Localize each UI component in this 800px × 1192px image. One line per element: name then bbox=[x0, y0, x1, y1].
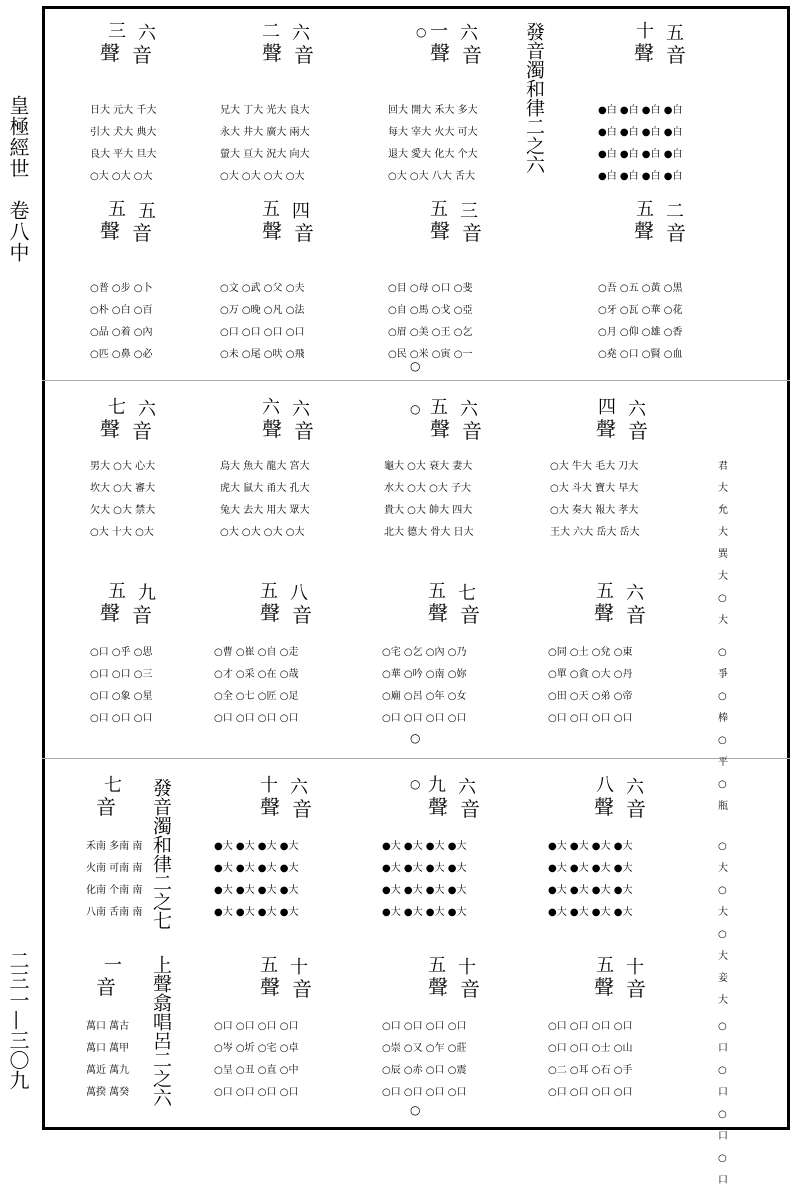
header-label: 音 bbox=[294, 419, 314, 443]
table-row: 禾南 多南 南 bbox=[86, 841, 143, 852]
circle-mark: ○ bbox=[410, 777, 421, 791]
table-row: 兄大 丁大 光大 良大 bbox=[220, 105, 310, 116]
table-row: ●白 ●白 ●白 ●白 bbox=[598, 127, 683, 138]
list-item: ○瓶 bbox=[718, 779, 728, 812]
table-row: ○大 ○大 ○大 ○大 bbox=[220, 527, 305, 538]
table-row: ○大 ○大 ○大 ○大 bbox=[220, 171, 305, 182]
list-item: 妾大 bbox=[718, 973, 728, 1006]
table-row: ●大 ●大 ●大 ●大 bbox=[214, 885, 299, 896]
header-label: 聲 bbox=[100, 41, 120, 65]
table-row: ○大 ○大 八大 舌大 bbox=[388, 171, 475, 182]
header-label: 聲 bbox=[634, 41, 654, 65]
table-row: ○口 ○口 ○口 ○口 bbox=[548, 1087, 633, 1098]
header-label: 音 bbox=[132, 221, 152, 245]
circle-mark: ○ bbox=[416, 25, 427, 39]
table-row: 男大 ○大 心大 bbox=[90, 461, 156, 472]
table-row: 兔大 去大 用大 眾大 bbox=[220, 505, 310, 516]
table-row: 退大 愛大 化大 个大 bbox=[388, 149, 478, 160]
header-label: 聲 bbox=[262, 41, 282, 65]
header-label: 聲 bbox=[100, 219, 120, 243]
vertical-title: 上聲翕唱呂二之六 bbox=[150, 955, 172, 1107]
list-item: 巽大 bbox=[718, 549, 728, 582]
table-row: 北大 德大 骨大 日大 bbox=[384, 527, 474, 538]
header-label: 音 bbox=[292, 797, 312, 821]
table-row: ○口 ○乎 ○思 bbox=[90, 647, 153, 658]
header-number: 五 bbox=[260, 581, 278, 602]
header-number: 五 bbox=[108, 581, 126, 602]
page-number: 二三一—三〇九 bbox=[6, 950, 30, 1090]
header-number: 一 bbox=[430, 21, 448, 42]
table-row: ○大 牛大 毛大 刀大 bbox=[550, 461, 639, 472]
header-number: 八 bbox=[596, 775, 614, 796]
circle-mark: ○ bbox=[410, 359, 421, 373]
table-row: ○呈 ○丑 ○直 ○中 bbox=[214, 1065, 299, 1076]
header-label: 音 bbox=[292, 977, 312, 1001]
header-label: 音 bbox=[626, 797, 646, 821]
list-item: 君大 bbox=[718, 461, 728, 494]
table-row: ○品 ○着 ○內 bbox=[90, 327, 153, 338]
table-row: 王大 六大 岳大 岳大 bbox=[550, 527, 640, 538]
header-number: 八 bbox=[290, 583, 308, 604]
book-title: 皇極經世 卷八中 bbox=[6, 95, 30, 263]
header-label: 聲 bbox=[262, 417, 282, 441]
header-label: 聲 bbox=[594, 975, 614, 999]
list-item: ○大 bbox=[718, 885, 728, 918]
table-row: ●大 ●大 ●大 ●大 bbox=[548, 841, 633, 852]
header-number: 六 bbox=[292, 399, 310, 420]
table-row: ○眉 ○美 ○王 ○乞 bbox=[388, 327, 473, 338]
circle-mark: ○ bbox=[410, 731, 421, 745]
header-number: 六 bbox=[290, 777, 308, 798]
table-row: ○堯 ○口 ○賢 ○血 bbox=[598, 349, 683, 360]
table-row: ○口 ○口 ○口 ○口 bbox=[214, 713, 299, 724]
table-row: ○口 ○口 ○士 ○山 bbox=[548, 1043, 633, 1054]
table-row: ●大 ●大 ●大 ●大 bbox=[382, 841, 467, 852]
header-label: 音 bbox=[96, 795, 116, 819]
header-label: 聲 bbox=[428, 795, 448, 819]
table-row: 引大 犬大 典大 bbox=[90, 127, 157, 138]
table-row: 水大 ○大 ○大 子大 bbox=[384, 483, 471, 494]
header-number: 六 bbox=[460, 23, 478, 44]
table-row: 良大 平大 旦大 bbox=[90, 149, 157, 160]
header-number: 四 bbox=[292, 201, 310, 222]
table-row: ○文 ○武 ○父 ○夫 bbox=[220, 283, 305, 294]
header-number: 六 bbox=[460, 399, 478, 420]
header-number: 四 bbox=[598, 397, 616, 418]
table-row: ○口 ○口 ○口 bbox=[90, 713, 153, 724]
header-label: 音 bbox=[462, 43, 482, 67]
header-label: 聲 bbox=[262, 219, 282, 243]
table-row: 欠大 ○大 禁大 bbox=[90, 505, 156, 516]
table-row: ●白 ●白 ●白 ●白 bbox=[598, 171, 683, 182]
circle-mark: ○ bbox=[410, 1103, 421, 1117]
table-row: ○大 十大 ○大 bbox=[90, 527, 154, 538]
table-row: ○單 ○貪 ○大 ○丹 bbox=[548, 669, 633, 680]
header-label: 聲 bbox=[430, 219, 450, 243]
table-row: ○目 ○母 ○口 ○斐 bbox=[388, 283, 473, 294]
table-row: ○崇 ○又 ○乍 ○莊 bbox=[382, 1043, 467, 1054]
header-number: 六 bbox=[292, 23, 310, 44]
header-number: 一 bbox=[104, 955, 122, 976]
header-label: 聲 bbox=[596, 417, 616, 441]
header-number: 五 bbox=[428, 955, 446, 976]
header-label: 音 bbox=[132, 603, 152, 627]
header-number: 二 bbox=[262, 21, 280, 42]
table-row: ○牙 ○瓦 ○華 ○花 bbox=[598, 305, 683, 316]
list-item: ○大 bbox=[718, 929, 728, 962]
table-row: ○田 ○天 ○弟 ○帝 bbox=[548, 691, 633, 702]
table-row: ○全 ○七 ○匠 ○足 bbox=[214, 691, 299, 702]
list-item: ○棒 bbox=[718, 691, 728, 724]
table-row: ○民 ○米 ○寅 ○一 bbox=[388, 349, 473, 360]
table-row: ○口 ○口 ○口 ○口 bbox=[382, 1021, 467, 1032]
header-number: 五 bbox=[260, 955, 278, 976]
header-label: 聲 bbox=[594, 795, 614, 819]
table-row: 烏大 魚大 龍大 宮大 bbox=[220, 461, 310, 472]
header-number: 六 bbox=[626, 777, 644, 798]
header-number: 五 bbox=[596, 581, 614, 602]
header-label: 音 bbox=[292, 603, 312, 627]
list-item: ○大 bbox=[718, 841, 728, 874]
table-row: ○未 ○尾 ○吠 ○飛 bbox=[220, 349, 305, 360]
list-item: ○口 bbox=[718, 1153, 728, 1186]
header-label: 音 bbox=[294, 43, 314, 67]
header-label: 音 bbox=[460, 977, 480, 1001]
table-row: ●大 ●大 ●大 ●大 bbox=[214, 907, 299, 918]
header-number: 五 bbox=[138, 201, 156, 222]
header-number: 七 bbox=[458, 583, 476, 604]
header-number: 六 bbox=[628, 399, 646, 420]
table-row: ○二 ○耳 ○石 ○手 bbox=[548, 1065, 633, 1076]
list-item: ○爭 bbox=[718, 647, 728, 680]
band-separator bbox=[42, 758, 790, 759]
table-row: ○朴 ○白 ○百 bbox=[90, 305, 153, 316]
circle-mark: ○ bbox=[410, 402, 421, 416]
header-number: 十 bbox=[290, 957, 308, 978]
table-row: 萬口 萬甲 bbox=[86, 1043, 130, 1054]
header-number: 六 bbox=[138, 399, 156, 420]
table-row: 萬口 萬古 bbox=[86, 1021, 130, 1032]
table-row: 貴大 ○大 帥大 四大 bbox=[384, 505, 473, 516]
table-row: 回大 開大 禾大 多大 bbox=[388, 105, 478, 116]
header-label: 音 bbox=[132, 43, 152, 67]
table-row: 日大 元大 千大 bbox=[90, 105, 157, 116]
header-label: 聲 bbox=[100, 601, 120, 625]
list-item: ○口 bbox=[718, 1065, 728, 1098]
table-row: ○口 ○口 ○口 ○口 bbox=[382, 713, 467, 724]
table-row: ○大 奏大 報大 孝大 bbox=[550, 505, 639, 516]
header-number: 九 bbox=[428, 775, 446, 796]
band-separator bbox=[42, 380, 790, 381]
table-row: ○大 ○大 ○大 bbox=[90, 171, 153, 182]
header-number: 五 bbox=[636, 199, 654, 220]
table-row: ○月 ○仰 ○雄 ○香 bbox=[598, 327, 683, 338]
header-label: 聲 bbox=[100, 417, 120, 441]
header-number: 五 bbox=[596, 955, 614, 976]
table-row: 螢大 亘大 況大 向大 bbox=[220, 149, 310, 160]
table-row: ●白 ●白 ●白 ●白 bbox=[598, 149, 683, 160]
list-item: 允大 bbox=[718, 505, 728, 538]
table-row: ○匹 ○鼻 ○必 bbox=[90, 349, 153, 360]
header-number: 十 bbox=[626, 957, 644, 978]
table-row: 虎大 鼠大 甬大 孔大 bbox=[220, 483, 310, 494]
header-number: 五 bbox=[666, 23, 684, 44]
header-label: 音 bbox=[666, 43, 686, 67]
header-label: 聲 bbox=[260, 975, 280, 999]
table-row: ○廟 ○呂 ○年 ○女 bbox=[382, 691, 467, 702]
table-row: ○曹 ○崔 ○自 ○走 bbox=[214, 647, 299, 658]
header-number: 十 bbox=[458, 957, 476, 978]
header-number: 七 bbox=[104, 775, 122, 796]
table-row: ○口 ○口 ○三 bbox=[90, 669, 153, 680]
header-number: 七 bbox=[108, 397, 126, 418]
header-label: 音 bbox=[460, 603, 480, 627]
header-number: 六 bbox=[458, 777, 476, 798]
header-label: 音 bbox=[626, 977, 646, 1001]
table-row: ●大 ●大 ●大 ●大 bbox=[382, 885, 467, 896]
header-label: 音 bbox=[462, 419, 482, 443]
table-row: 永大 井大 廣大 兩大 bbox=[220, 127, 310, 138]
table-row: ○華 ○吟 ○南 ○妳 bbox=[382, 669, 467, 680]
table-row: ○辰 ○赤 ○口 ○震 bbox=[382, 1065, 467, 1076]
header-label: 音 bbox=[132, 419, 152, 443]
header-label: 音 bbox=[294, 221, 314, 245]
header-label: 音 bbox=[460, 797, 480, 821]
table-row: ●大 ●大 ●大 ●大 bbox=[214, 841, 299, 852]
table-row: ●白 ●白 ●白 ●白 bbox=[598, 105, 683, 116]
header-label: 聲 bbox=[428, 975, 448, 999]
header-number: 三 bbox=[460, 201, 478, 222]
table-row: ○口 ○口 ○口 ○口 bbox=[382, 1087, 467, 1098]
header-label: 聲 bbox=[430, 41, 450, 65]
table-row: ○同 ○土 ○兌 ○東 bbox=[548, 647, 633, 658]
table-row: ○岑 ○圻 ○宅 ○卓 bbox=[214, 1043, 299, 1054]
table-row: ○口 ○象 ○星 bbox=[90, 691, 153, 702]
header-number: 二 bbox=[666, 201, 684, 222]
table-row: 八南 舌南 南 bbox=[86, 907, 143, 918]
table-row: ○自 ○馬 ○戈 ○亞 bbox=[388, 305, 473, 316]
table-row: ○吾 ○五 ○黃 ○黑 bbox=[598, 283, 683, 294]
table-row: ○普 ○步 ○卜 bbox=[90, 283, 153, 294]
table-row: 火南 可南 南 bbox=[86, 863, 143, 874]
table-row: 龜大 ○大 衰大 妻大 bbox=[384, 461, 473, 472]
header-number: 九 bbox=[138, 583, 156, 604]
table-row: ○口 ○口 ○口 ○口 bbox=[214, 1087, 299, 1098]
table-row: ●大 ●大 ●大 ●大 bbox=[548, 885, 633, 896]
table-row: 萬近 萬九 bbox=[86, 1065, 130, 1076]
header-label: 聲 bbox=[428, 601, 448, 625]
list-item: ○平 bbox=[718, 735, 728, 768]
header-number: 十 bbox=[636, 21, 654, 42]
header-label: 聲 bbox=[634, 219, 654, 243]
header-label: 音 bbox=[96, 975, 116, 999]
table-row: ○万 ○晚 ○凡 ○法 bbox=[220, 305, 305, 316]
table-row: 萬揆 萬癸 bbox=[86, 1087, 130, 1098]
list-item: ○大 bbox=[718, 593, 728, 626]
header-number: 五 bbox=[108, 199, 126, 220]
table-row: 坎大 ○大 審大 bbox=[90, 483, 156, 494]
table-row: ○才 ○采 ○在 ○哉 bbox=[214, 669, 299, 680]
table-row: ●大 ●大 ●大 ●大 bbox=[548, 863, 633, 874]
table-row: 每大 宰大 火大 可大 bbox=[388, 127, 478, 138]
header-number: 三 bbox=[108, 21, 126, 42]
table-row: ●大 ●大 ●大 ●大 bbox=[382, 907, 467, 918]
header-label: 聲 bbox=[260, 601, 280, 625]
table-row: ○口 ○口 ○口 ○口 bbox=[548, 1021, 633, 1032]
header-number: 五 bbox=[430, 199, 448, 220]
table-row: 化南 个南 南 bbox=[86, 885, 143, 896]
table-row: ○口 ○口 ○口 ○口 bbox=[214, 1021, 299, 1032]
header-number: 十 bbox=[260, 775, 278, 796]
header-label: 聲 bbox=[430, 417, 450, 441]
header-number: 六 bbox=[262, 397, 280, 418]
header-label: 音 bbox=[462, 221, 482, 245]
header-number: 六 bbox=[626, 583, 644, 604]
vertical-title: 發音濁和律二之六 bbox=[523, 22, 545, 174]
vertical-title: 發音濁和律二之七 bbox=[150, 778, 172, 930]
table-row: ○大 斗大 寶大 早大 bbox=[550, 483, 639, 494]
header-label: 聲 bbox=[260, 795, 280, 819]
header-number: 五 bbox=[262, 199, 280, 220]
table-row: ○口 ○口 ○口 ○口 bbox=[548, 713, 633, 724]
header-label: 音 bbox=[626, 603, 646, 627]
list-item: ○口 bbox=[718, 1021, 728, 1054]
header-number: 六 bbox=[138, 23, 156, 44]
header-label: 音 bbox=[666, 221, 686, 245]
list-item: ○口 bbox=[718, 1109, 728, 1142]
header-label: 音 bbox=[628, 419, 648, 443]
table-row: ●大 ●大 ●大 ●大 bbox=[214, 863, 299, 874]
header-number: 五 bbox=[428, 581, 446, 602]
table-row: ●大 ●大 ●大 ●大 bbox=[382, 863, 467, 874]
table-row: ○口 ○口 ○口 ○口 bbox=[220, 327, 305, 338]
header-number: 五 bbox=[430, 397, 448, 418]
header-label: 聲 bbox=[594, 601, 614, 625]
table-row: ●大 ●大 ●大 ●大 bbox=[548, 907, 633, 918]
table-row: ○宅 ○乞 ○內 ○乃 bbox=[382, 647, 467, 658]
